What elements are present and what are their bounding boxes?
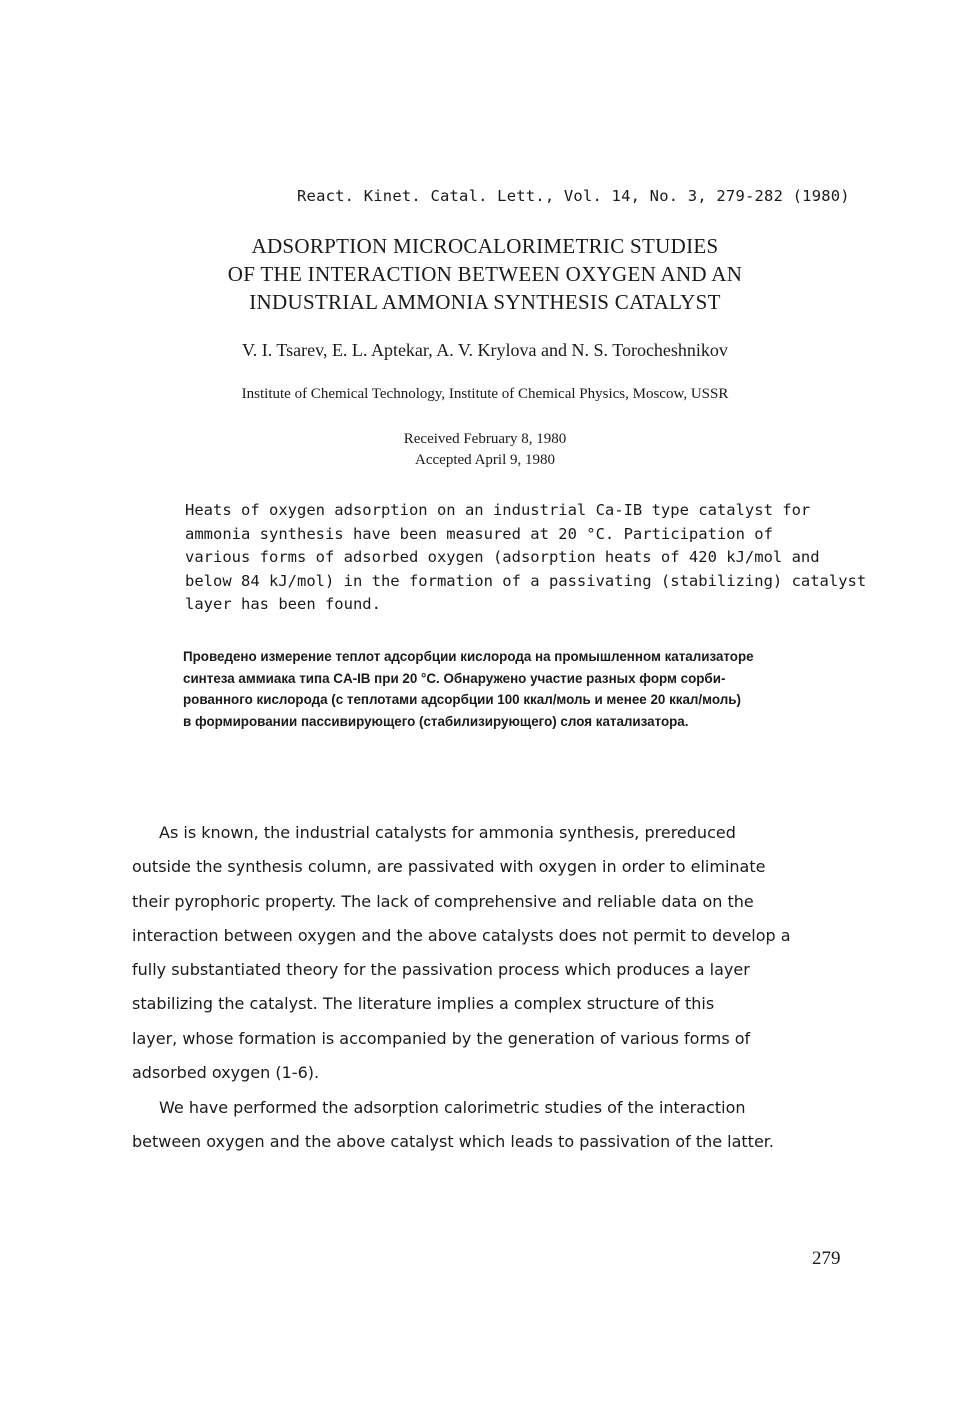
abstract-line: Heats of oxygen adsorption on an industrial Ca-IB type catalyst for bbox=[185, 501, 811, 519]
body-line: outside the synthesis column, are passivated with oxygen in order to eliminate bbox=[132, 857, 766, 877]
body-line: between oxygen and the above catalyst which leads to passivation of the latter. bbox=[132, 1132, 774, 1151]
paper-title bbox=[150, 232, 820, 316]
abstract-line: ammonia synthesis have been measured at 20 °C. Participation of bbox=[185, 524, 773, 543]
body-line: adsorbed oxygen (1-6). bbox=[132, 1063, 320, 1083]
abstract-line: в формировании пассивирующего (стабилизирующего) слоя катализатора. bbox=[183, 713, 689, 729]
body-line: layer, whose formation is accompanied by the generation of various forms of bbox=[132, 1028, 751, 1048]
received-date: Received February 8, 1980 bbox=[403, 431, 567, 447]
body-line: We have performed the adsorption calorimetric studies of the interaction bbox=[159, 1098, 746, 1117]
page-number: 279 bbox=[812, 1248, 841, 1269]
abstract-line: layer has been found. bbox=[185, 595, 381, 613]
affiliation: Institute of Chemical Technology, Institute of Chemical Physics, Moscow, USSR bbox=[241, 386, 729, 402]
abstract-line: синтеза аммиака типа CA-IB при 20 °C. Обнаружено участие разных форм сорби- bbox=[183, 670, 726, 686]
title-line: INDUSTRIAL AMMONIA SYNTHESIS CATALYST bbox=[249, 290, 721, 314]
journal-reference: React. Kinet. Catal. Lett., Vol. 14, No. 3, 279-282 (1980) bbox=[297, 187, 850, 205]
body-line: stabilizing the catalyst. The literature implies a complex structure of this bbox=[132, 994, 715, 1014]
body-line: As is known, the industrial catalysts for ammonia synthesis, prereduced bbox=[159, 823, 736, 842]
body-paragraph-2 bbox=[132, 1091, 872, 1159]
accepted-date: Accepted April 9, 1980 bbox=[415, 452, 555, 468]
abstract-line: various forms of adsorbed oxygen (adsorption heats of 420 kJ/mol and bbox=[185, 548, 820, 566]
title-line: OF THE INTERACTION BETWEEN OXYGEN AND AN bbox=[227, 262, 743, 286]
dates bbox=[330, 429, 640, 471]
body-line: interaction between oxygen and the above catalysts does not permit to develop a bbox=[132, 925, 791, 945]
abstract-english bbox=[185, 499, 867, 617]
title-line: ADSORPTION MICROCALORIMETRIC STUDIES bbox=[251, 234, 719, 258]
abstract-line: below 84 kJ/mol) in the formation of a passivating (stabilizing) catalyst bbox=[185, 571, 867, 590]
authors: V. I. Tsarev, E. L. Aptekar, A. V. Krylova and N. S. Torocheshnikov bbox=[242, 340, 728, 360]
abstract-russian bbox=[183, 646, 853, 732]
body-line: fully substantiated theory for the passivation process which produces a layer bbox=[132, 960, 750, 980]
abstract-line: Проведено измерение теплот адсорбции кислорода на промышленном катализаторе bbox=[183, 649, 754, 664]
body-line: their pyrophoric property. The lack of comprehensive and reliable data on the bbox=[132, 891, 754, 911]
abstract-line: рованного кислорода (с теплотами адсорбции 100 ккал/моль и менее 20 ккал/моль) bbox=[183, 692, 741, 707]
body-paragraph-1 bbox=[132, 816, 872, 1090]
